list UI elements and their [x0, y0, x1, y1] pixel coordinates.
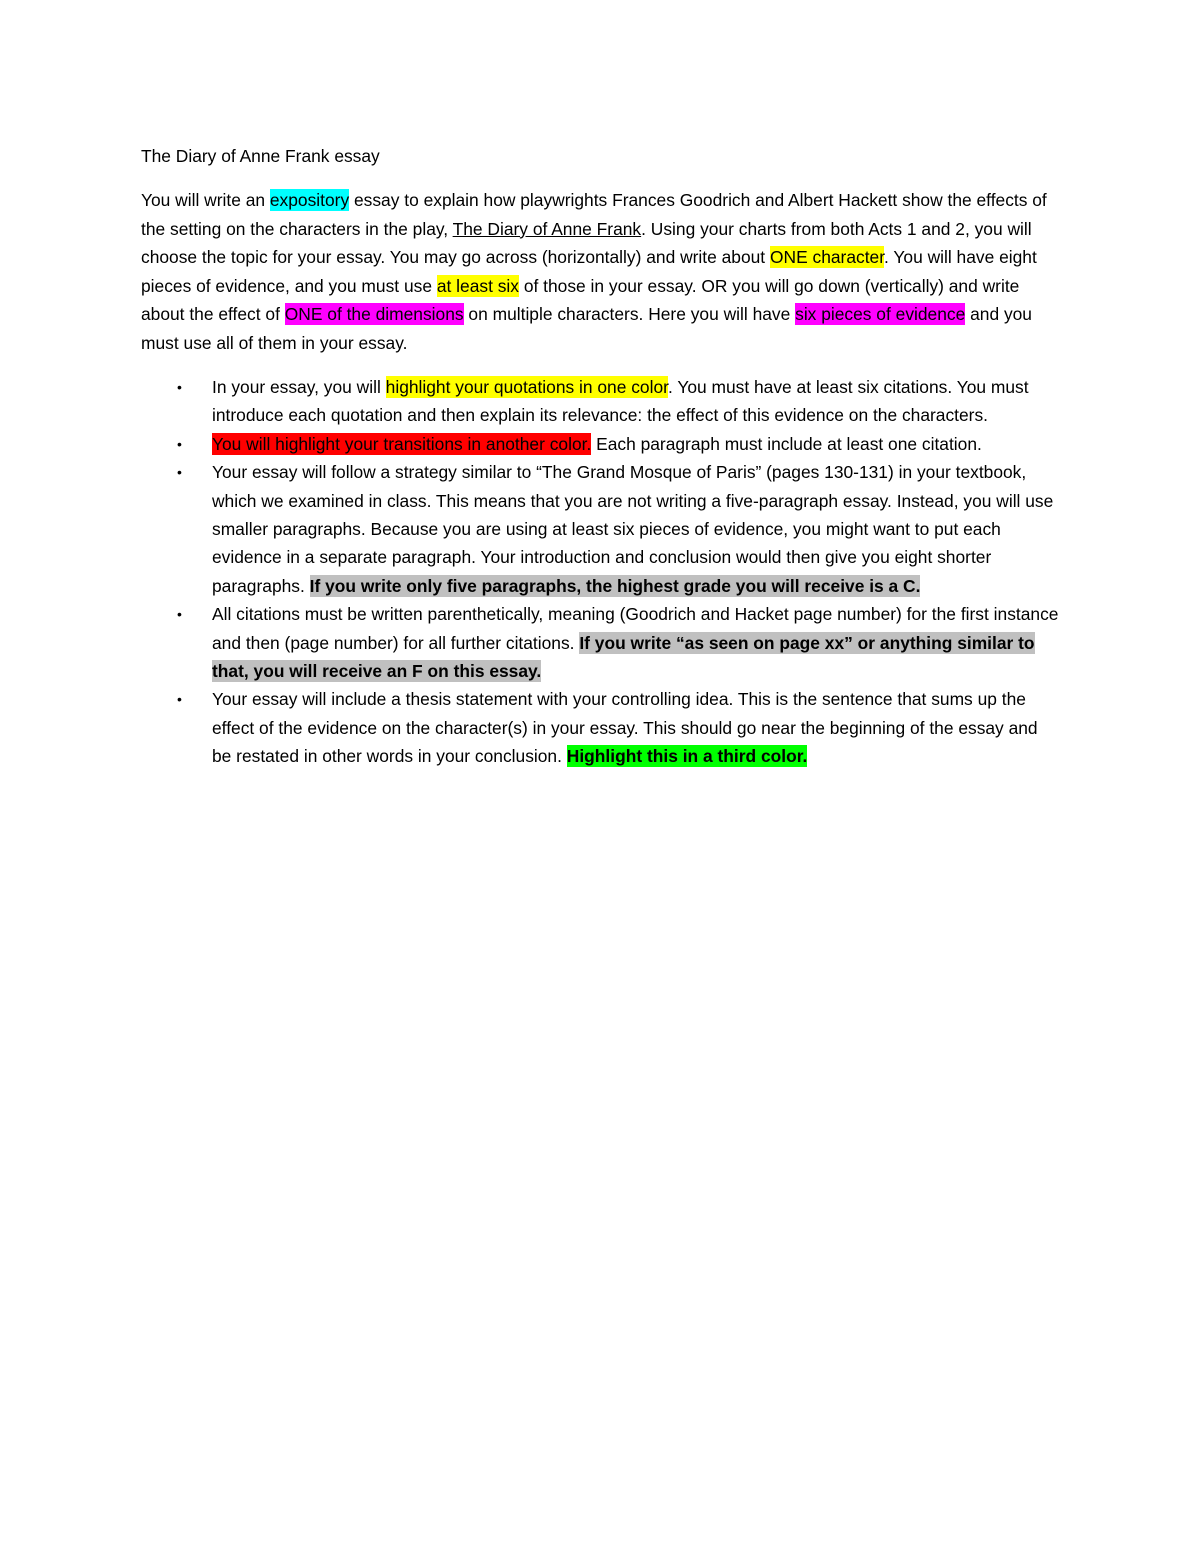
- highlight-quotations: highlight your quotations in one color: [385, 377, 668, 397]
- list-item: [141, 458, 1061, 600]
- bullet-icon: •: [177, 691, 182, 708]
- bullet-1-text-2: . You must have at least six citations. You must introduce each quotation and then explain its relevance: the effect of this evidence on the characters.: [212, 377, 1029, 426]
- intro-paragraph: [141, 186, 1061, 358]
- highlight-expository: expository: [269, 190, 350, 210]
- highlight-six-pieces: six pieces of evidence: [795, 304, 966, 325]
- intro-text-3: . Using your charts from both Acts 1 and 2, you will choose the topic for your essay. You may go across (horizontally) and write about: [141, 218, 1032, 268]
- intro-text-6: on multiple characters. Here you will have: [463, 304, 796, 325]
- highlight-grade-warning: If you write only five paragraphs, the highest grade you will receive is a C.: [309, 575, 921, 596]
- list-item: [141, 685, 1061, 770]
- highlight-at-least-six: at least six: [436, 275, 519, 296]
- bullet-4-text-1: All citations must be written parenthetically, meaning (Goodrich and Hacket page number) for the first instance and then (page number) for all further citations.: [212, 604, 1059, 653]
- highlight-one-dimension: ONE of the dimensions: [284, 304, 464, 325]
- highlight-one-character: ONE character: [769, 247, 885, 268]
- intro-text-2: essay to explain how playwrights Frances Goodrich and Albert Hackett show the effects of the setting on the characters in the play,: [141, 190, 1047, 239]
- highlight-thesis: Highlight this in a third color.: [566, 746, 808, 767]
- bullet-icon: •: [177, 464, 182, 481]
- bullet-2-text-1: Each paragraph must include at least one citation.: [591, 433, 982, 454]
- document-title: The Diary of Anne Frank essay: [141, 146, 380, 166]
- bullet-1-text-1: In your essay, you will: [212, 377, 386, 397]
- highlight-transitions: You will highlight your transitions in another color.: [212, 433, 592, 454]
- intro-text-7: and you must use all of them in your essay.: [141, 304, 1032, 353]
- bullet-icon: •: [177, 435, 182, 452]
- intro-text-5: of those in your essay. OR you will go down (vertically) and write about the effect of: [141, 275, 1020, 325]
- bullet-3-text-1: Your essay will follow a strategy similar to “The Grand Mosque of Paris” (pages 130-131) in your textbook, which we examined in class. This means that you are not writing a five-paragraph essay. Instead, you will use smaller paragraphs. Because you are using at least six pieces of evidence, you might want to put each evidence in a separate paragraph. Your introduction and conclusion would then give you eight shorter paragraphs.: [212, 462, 1054, 596]
- bullet-icon: •: [177, 606, 182, 623]
- highlight-citation-warning: If you write “as seen on page xx” or anything similar to that, you will receive an F on this essay.: [212, 632, 1035, 682]
- requirements-list: [141, 373, 1061, 771]
- bullet-5-text-1: Your essay will include a thesis statement with your controlling idea. This is the sentence that sums up the effect of the evidence on the character(s) in your essay. This should go near the beginning of the essay and be restated in other words in your conclusion.: [212, 689, 1038, 767]
- play-title: The Diary of Anne Frank: [452, 218, 642, 239]
- intro-text-1: You will write an: [141, 190, 270, 210]
- bullet-icon: •: [177, 379, 182, 395]
- list-item: [141, 600, 1061, 685]
- list-item: [141, 430, 1061, 458]
- intro-text-4: . You will have eight pieces of evidence, and you must use: [141, 247, 1037, 296]
- list-item: [141, 373, 1061, 430]
